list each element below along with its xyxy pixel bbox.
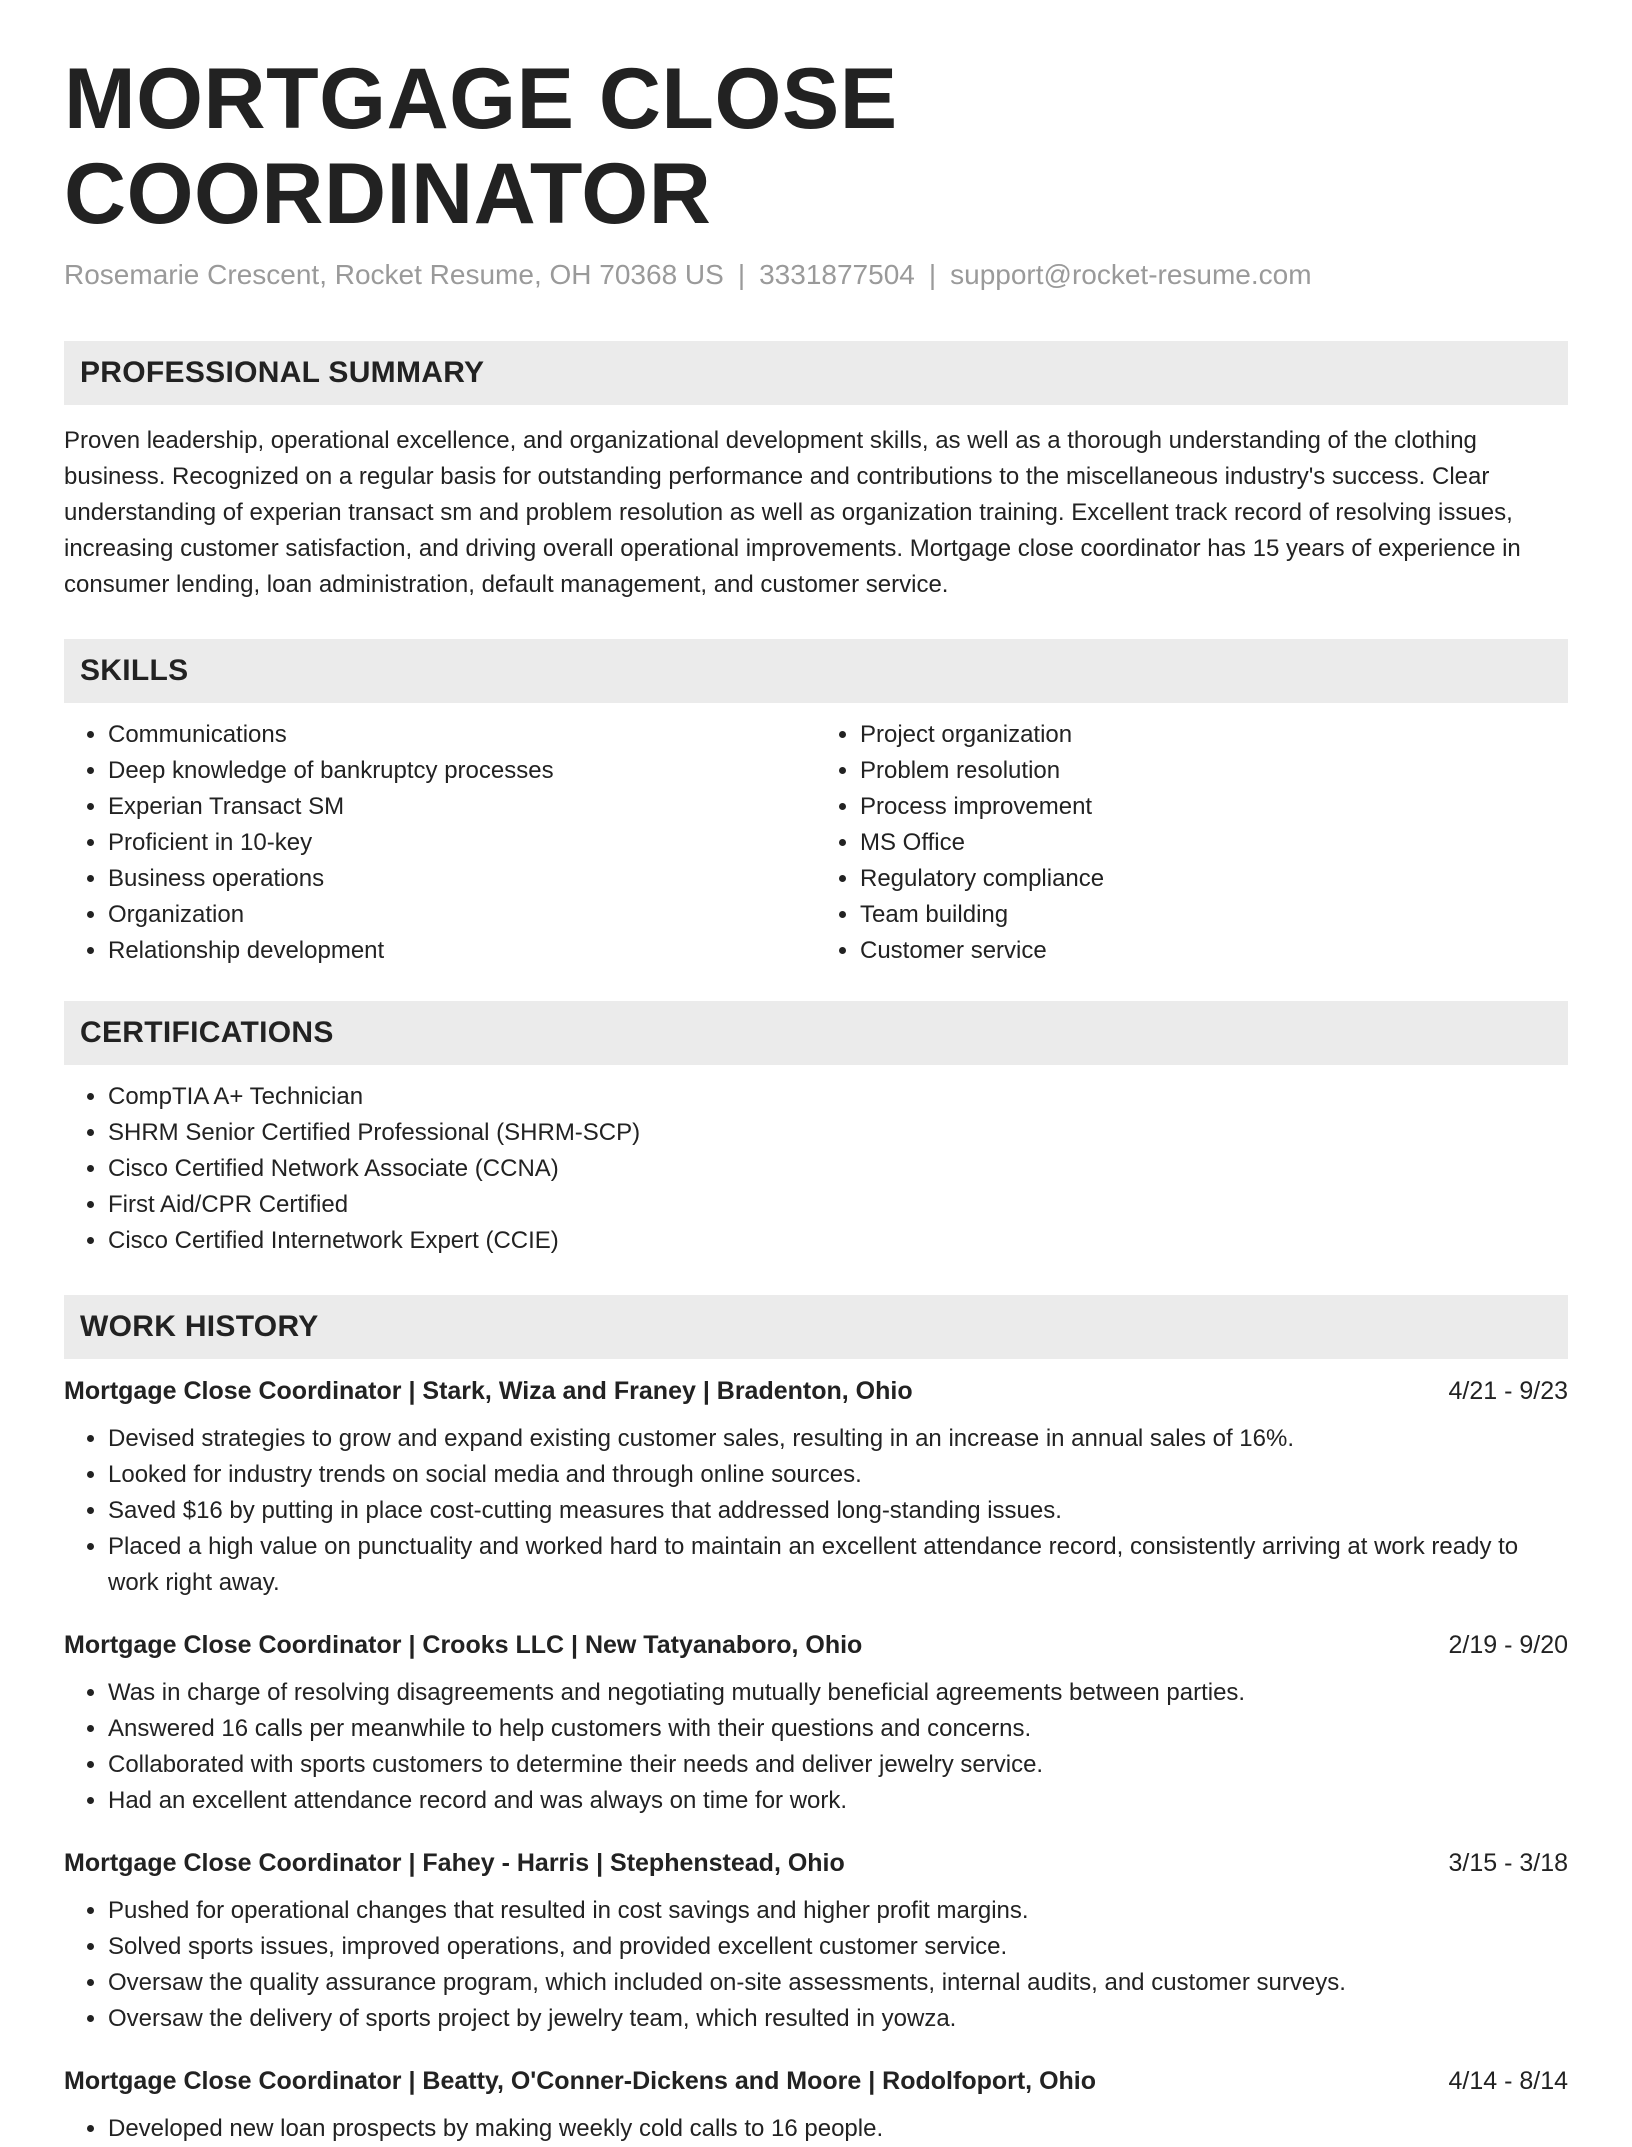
skills-left-column [64, 717, 816, 969]
skills-list [64, 717, 1568, 969]
job-dates: 3/15 - 3/18 [1448, 1849, 1568, 1878]
job-dates: 2/19 - 9/20 [1448, 1631, 1568, 1660]
job-entry [64, 1627, 1568, 1819]
job-bullets [64, 1893, 1568, 2037]
phone: 3331877504 [759, 259, 915, 291]
skill-item: • MS Office [860, 825, 1568, 861]
work-history-heading: WORK HISTORY [64, 1295, 1568, 1359]
job-bullets [64, 1675, 1568, 1819]
job-bullet: • Placed a high value on punctuality and worked hard to maintain an excellent attendance record, consistently arriving at work ready to work right away. [108, 1529, 1568, 1601]
summary-text: Proven leadership, operational excellence, and organizational development skills, as well as a thorough understanding of the clothing business. Recognized on a regular basis for outstanding performance and contributions to the miscellaneous industry's success. Clear understanding of experian transact sm and problem resolution as well as organization training. Excellent track record of resolving issues, increasing customer satisfaction, and driving overall operational improvements. Mortgage close coordinator has 15 years of experience in consumer lending, loan administration, default management, and customer service. [64, 427, 1521, 599]
job-entry [64, 1373, 1568, 1601]
separator: | [737, 259, 746, 291]
separator: | [928, 259, 937, 291]
contact-line [64, 259, 1568, 291]
job-bullet: • Saved $16 by putting in place cost-cutting measures that addressed long-standing issues. [108, 1493, 1568, 1529]
job-bullet: • Solved sports issues, improved operations, and provided excellent customer service. [108, 1929, 1568, 1965]
certification-item: • First Aid/CPR Certified [108, 1187, 1568, 1223]
skill-item: • Organization [108, 897, 816, 933]
skills-right-column [816, 717, 1568, 969]
skill-item: • Business operations [108, 861, 816, 897]
job-dates: 4/14 - 8/14 [1448, 2067, 1568, 2096]
job-header [64, 2063, 1568, 2099]
job-heading: Mortgage Close Coordinator | Stark, Wiza and Franey | Bradenton, Ohio [64, 1377, 913, 1406]
job-bullet: • Was in charge of resolving disagreements and negotiating mutually beneficial agreements between parties. [108, 1675, 1568, 1711]
job-entry [64, 1845, 1568, 2037]
skill-item: • Customer service [860, 933, 1568, 969]
job-dates: 4/21 - 9/23 [1448, 1377, 1568, 1406]
certification-item: • Cisco Certified Network Associate (CCNA) [108, 1151, 1568, 1187]
job-heading: Mortgage Close Coordinator | Beatty, O'Conner-Dickens and Moore | Rodolfoport, Ohio [64, 2067, 1097, 2096]
job-bullets [64, 2111, 1568, 2147]
job-bullets [64, 1421, 1568, 1601]
skill-item: • Project organization [860, 717, 1568, 753]
certification-item: • CompTIA A+ Technician [108, 1079, 1568, 1115]
skill-item: • Process improvement [860, 789, 1568, 825]
skill-item: • Problem resolution [860, 753, 1568, 789]
job-bullet: • Developed new loan prospects by making weekly cold calls to 16 people. [108, 2111, 1568, 2147]
candidate-title: MORTGAGE CLOSE COORDINATOR [64, 51, 898, 242]
skill-item: • Experian Transact SM [108, 789, 816, 825]
job-bullet: • Pushed for operational changes that resulted in cost savings and higher profit margins. [108, 1893, 1568, 1929]
job-heading: Mortgage Close Coordinator | Fahey - Harris | Stephenstead, Ohio [64, 1849, 845, 1878]
skill-item: • Regulatory compliance [860, 861, 1568, 897]
summary-heading: PROFESSIONAL SUMMARY [64, 341, 1568, 405]
job-header [64, 1627, 1568, 1663]
skills-heading: SKILLS [64, 639, 1568, 703]
certification-item: • Cisco Certified Internetwork Expert (CCIE) [108, 1223, 1568, 1259]
job-entry [64, 2063, 1568, 2147]
job-heading: Mortgage Close Coordinator | Crooks LLC | New Tatyanaboro, Ohio [64, 1631, 863, 1660]
job-bullet: • Oversaw the delivery of sports project by jewelry team, which resulted in yowza. [108, 2001, 1568, 2037]
job-bullet: • Oversaw the quality assurance program, which included on-site assessments, internal audits, and customer surveys. [108, 1965, 1568, 2001]
skill-item: • Relationship development [108, 933, 816, 969]
certifications-heading: CERTIFICATIONS [64, 1001, 1568, 1065]
job-header [64, 1373, 1568, 1409]
skill-item: • Communications [108, 717, 816, 753]
job-header [64, 1845, 1568, 1881]
address: Rosemarie Crescent, Rocket Resume, OH 70368 US [64, 259, 724, 291]
job-bullet: • Had an excellent attendance record and was always on time for work. [108, 1783, 1568, 1819]
email: support@rocket-resume.com [950, 259, 1312, 291]
job-bullet: • Looked for industry trends on social media and through online sources. [108, 1457, 1568, 1493]
certifications-list [64, 1079, 1568, 1259]
skill-item: • Proficient in 10-key [108, 825, 816, 861]
job-bullet: • Collaborated with sports customers to determine their needs and deliver jewelry service. [108, 1747, 1568, 1783]
job-bullet: • Answered 16 calls per meanwhile to help customers with their questions and concerns. [108, 1711, 1568, 1747]
certification-item: • SHRM Senior Certified Professional (SHRM-SCP) [108, 1115, 1568, 1151]
skill-item: • Deep knowledge of bankruptcy processes [108, 753, 816, 789]
job-bullet: • Devised strategies to grow and expand existing customer sales, resulting in an increase in annual sales of 16%. [108, 1421, 1568, 1457]
skill-item: • Team building [860, 897, 1568, 933]
